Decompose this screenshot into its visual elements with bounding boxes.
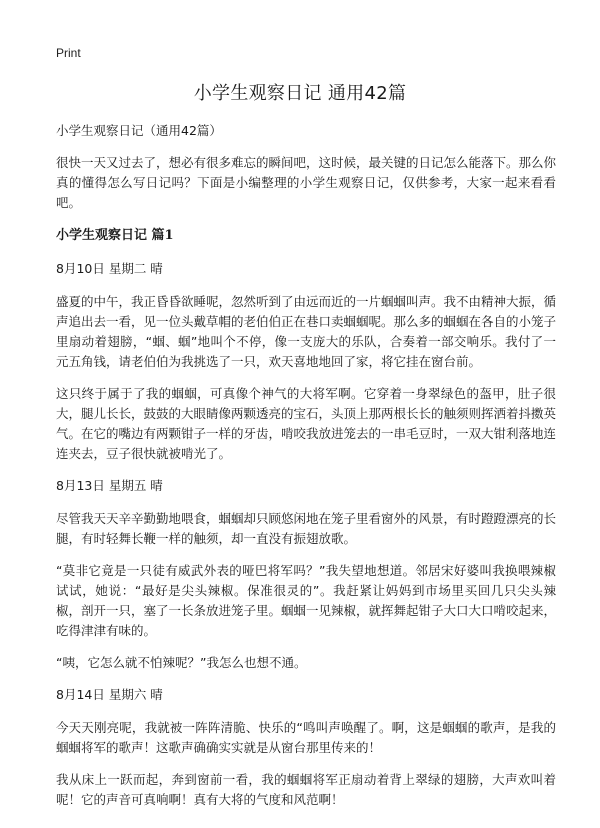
article-subtitle: 小学生观察日记（通用42篇） <box>56 123 222 138</box>
entry-paragraph: 今天天刚亮呢，我就被一阵阵清脆、快乐的“鸣叫声唤醒了。啊，这是蝈蝈的歌声，是我的蝈蝈将军的歌声！这歌声确确实实就是从窗台那里传来的！ <box>56 720 556 755</box>
article-body <box>56 121 556 822</box>
entry-paragraph: 尽管我天天辛辛勤勤地喂食，蝈蝈却只顾悠闲地在笼子里看窗外的风景，有时蹬蹬漂亮的长腿，有时轻舞长鞭一样的触须，却一直没有振翅放歌。 <box>56 511 557 546</box>
section-heading: 小学生观察日记 篇1 <box>56 228 174 243</box>
entry-paragraph: “咦，它怎么就不怕辣呢？”我怎么也想不通。 <box>56 655 307 670</box>
entry-paragraph: “莫非它竟是一只徒有威武外表的哑巴将军吗？”我失望地想道。邻居宋好婆叫我换喂辣椒试试，她说：“最好是尖头辣椒。保准很灵的”。我赶紧让妈妈到市场里买回几只尖头辣椒，剖开一只，塞了一长条放进笼子里。蝈蝈一见辣椒，就挥舞起钳子大口大口啃咬起来，吃得津津有味的。 <box>56 563 557 638</box>
page-title: 小学生观察日记 通用42篇 <box>193 83 407 104</box>
entry-paragraph: 我从床上一跃而起，奔到窗前一看，我的蝈蝈将军正扇动着背上翠绿的翅膀，大声欢叫着呢！它的声音可真响啊！真有大将的气度和风范啊！ <box>56 772 556 807</box>
entry-date: 8月10日 星期二 晴 <box>56 261 163 276</box>
entry-paragraph: 这只终于属于了我的蝈蝈，可真像个神气的大将军啊。它穿着一身翠绿色的盔甲，肚子很大，腿儿长长，鼓鼓的大眼睛像两颗透亮的宝石，头顶上那两根长长的触须则挥洒着抖擞英气。在它的嘴边有两颗钳子一样的牙齿，啃咬我放进笼去的一串毛豆时，一双大钳利落地连连夹去，豆子很快就被啃光了。 <box>56 386 557 461</box>
entry-date: 8月13日 星期五 晴 <box>56 478 163 493</box>
print-link[interactable]: Print <box>56 46 81 60</box>
intro-paragraph: 很快一天又过去了，想必有很多难忘的瞬间吧，这时候，最关键的日记怎么能落下。那么你真的懂得怎么写日记吗？下面是小编整理的小学生观察日记，仅供参考，大家一起来看看吧。 <box>56 155 557 210</box>
entry-date: 8月14日 星期六 晴 <box>56 687 163 702</box>
entry-paragraph: 盛夏的中午，我正昏昏欲睡呢，忽然听到了由远而近的一片蝈蝈叫声。我不由精神大振，循声追出去一看，见一位头戴草帽的老伯伯正在巷口卖蝈蝈呢。那么多的蝈蝈在各自的小笼子里扇动着翅膀，“蝈、蝈”地叫个不停，像一支庞大的乐队，合奏着一部交响乐。我付了一元五角钱，请老伯伯为我挑选了一只，欢天喜地地回了家，将它挂在窗台前。 <box>56 294 557 369</box>
